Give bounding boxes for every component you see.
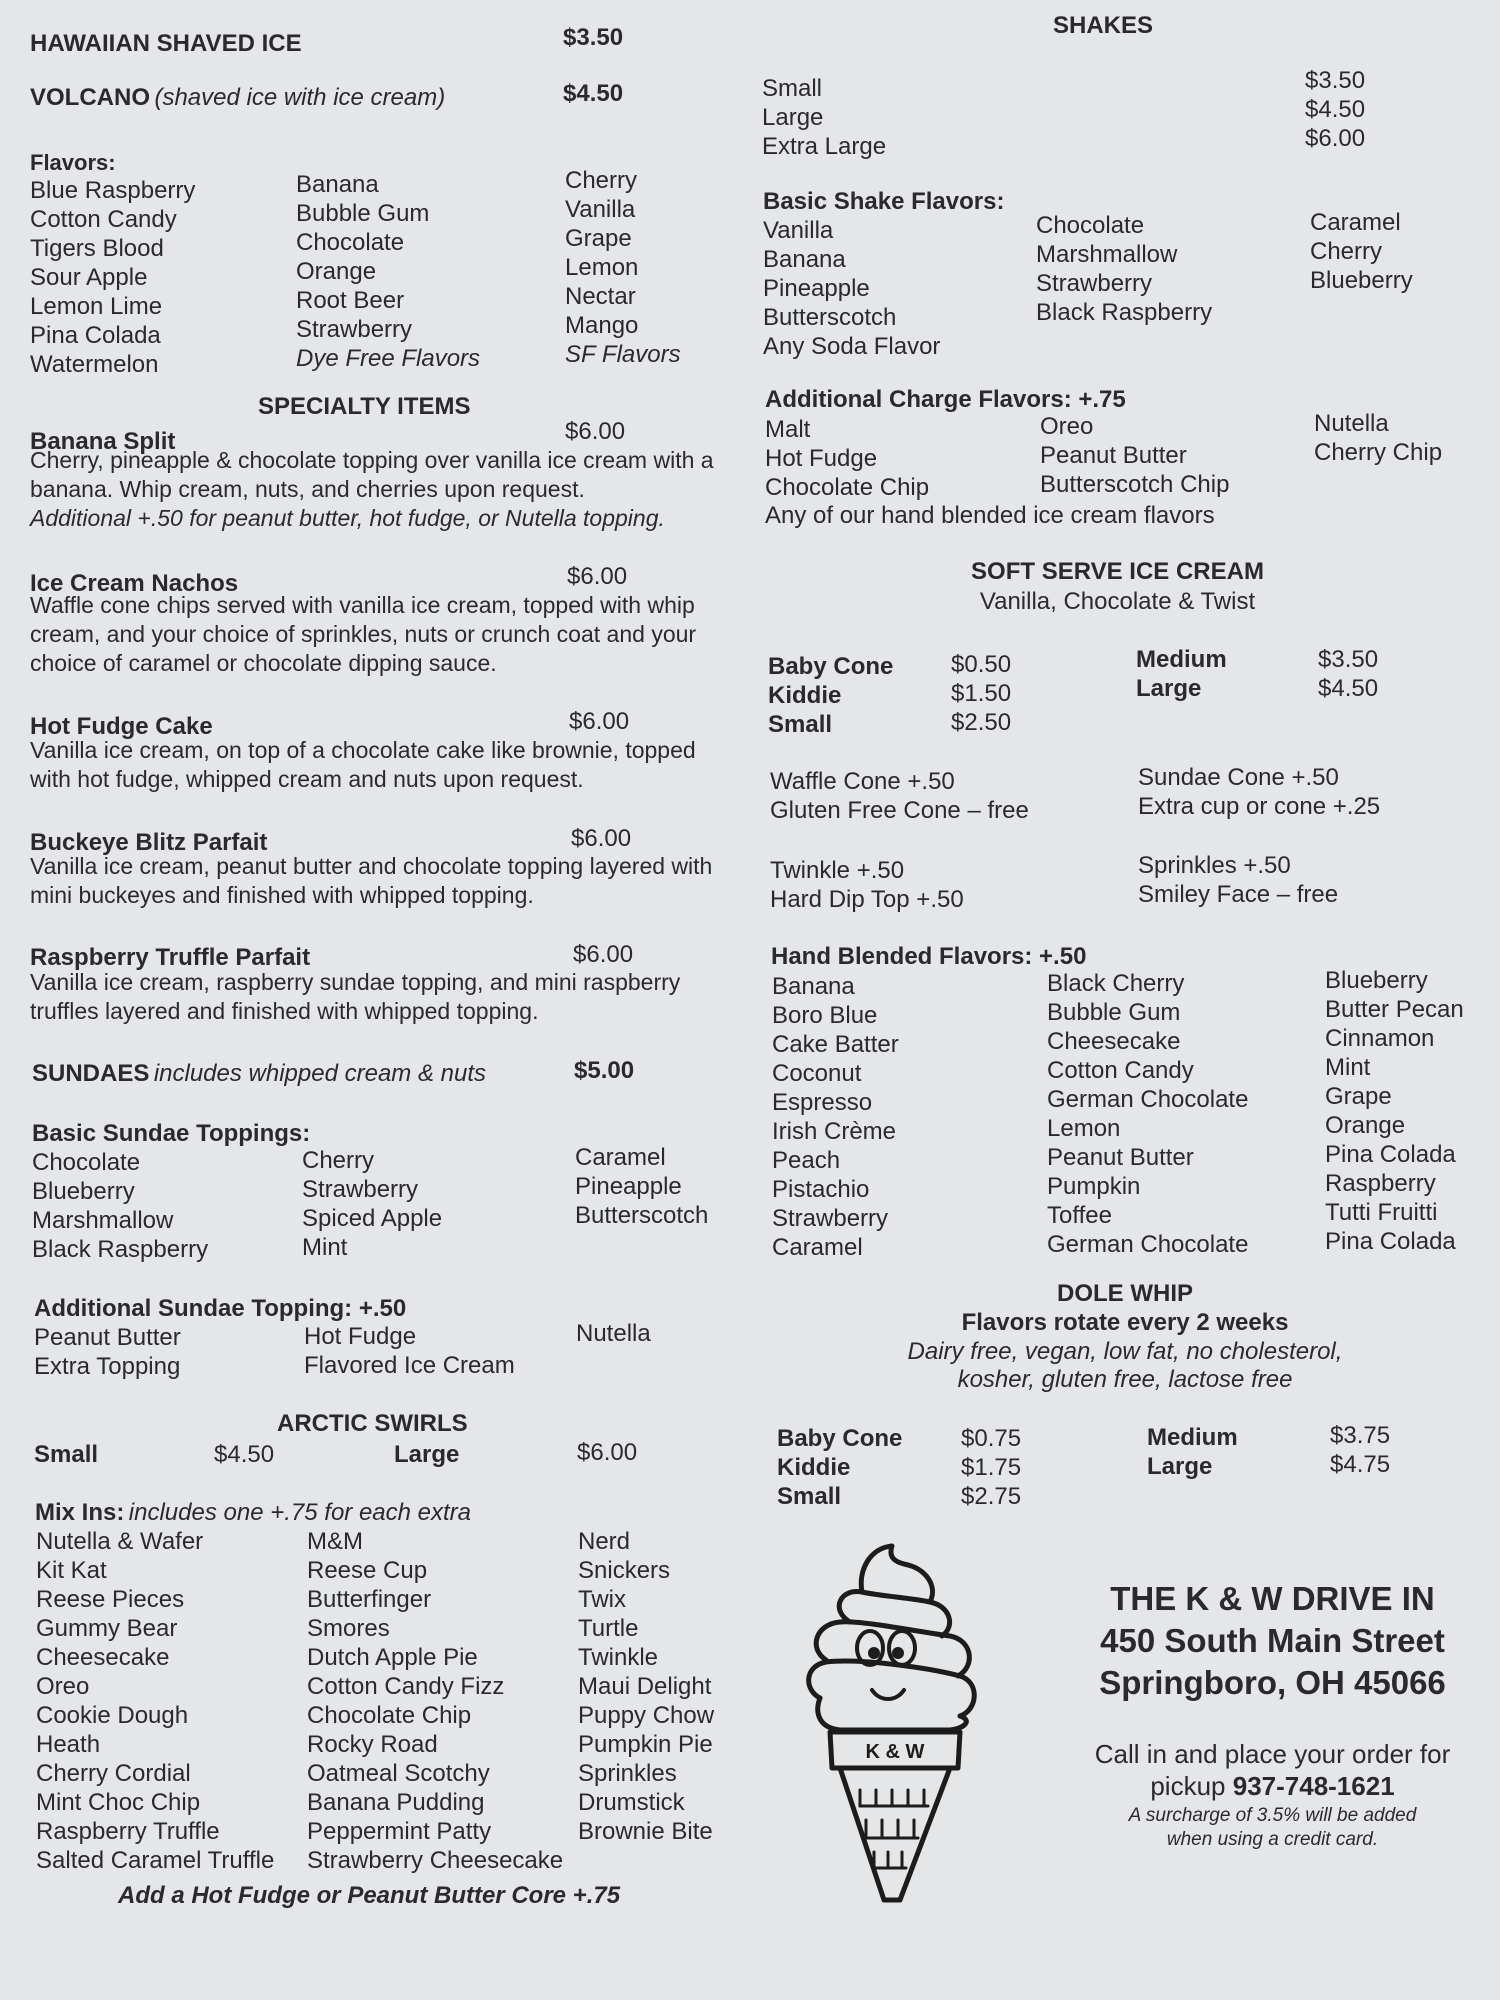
list-item: Hot Fudge [765,445,878,472]
list-item: Baby Cone [777,1425,903,1452]
sundaes-subtitle: includes whipped cream & nuts [153,1060,486,1087]
sundae-col2 [302,1146,442,1262]
list-item: Pumpkin Pie [578,1731,713,1758]
flavors-col2 [296,170,480,373]
buckeye-name: Buckeye Blitz Parfait [30,829,268,856]
list-item: Baby Cone [768,653,894,680]
list-item: Nutella & Wafer [36,1528,204,1555]
sundaes-line [32,1060,486,1088]
list-item: Sundae Cone +.50 [1138,764,1339,791]
dole-sizes-left [777,1424,902,1511]
volcano-title: VOLCANO [30,84,150,111]
list-item: Chocolate [32,1149,141,1176]
mix-ins-line [35,1499,471,1527]
list-item: Flavored Ice Cream [304,1352,515,1379]
dole-heading: DOLE WHIP [1057,1280,1193,1307]
add-shake-col2 [1040,412,1229,499]
basic-sundae-heading: Basic Sundae Toppings: [32,1120,311,1147]
business-block [1070,1578,1475,1704]
soft-extras-right-1 [1138,763,1380,821]
sundae-col1 [32,1148,208,1264]
mascot-drawing [800,1540,980,1910]
arctic-heading: ARCTIC SWIRLS [277,1410,468,1437]
list-item: Cherry [302,1147,375,1174]
list-item: $0.50 [951,651,1012,678]
business-name: THE K & W DRIVE IN [1110,1580,1435,1617]
list-item: Butter Pecan [1325,996,1464,1023]
dole-subheading: Flavors rotate every 2 weeks [961,1309,1289,1336]
dole-prices-right [1330,1421,1390,1479]
dye-free-note: Dye Free Flavors [296,345,481,372]
list-item: Blueberry [1325,967,1428,994]
list-item: Snickers [578,1557,671,1584]
list-item: Tutti Fruitti [1325,1199,1438,1226]
shake-col3 [1310,208,1413,295]
list-item: Large [762,104,824,131]
list-item: Banana [763,246,846,273]
list-item: Nutella [576,1320,651,1347]
list-item: Banana Pudding [307,1789,485,1816]
list-item: Small [777,1483,842,1510]
arctic-small-price: $4.50 [214,1441,275,1468]
raspberry-truffle-price: $6.00 [573,941,634,968]
nachos-name: Ice Cream Nachos [30,570,239,597]
dole-note2: kosher, gluten free, lactose free [957,1366,1293,1393]
hand-col2 [1047,969,1248,1259]
mix-col2 [307,1527,563,1875]
list-item: Marshmallow [1036,241,1178,268]
list-item: Strawberry [296,316,413,343]
list-item: Chocolate Chip [307,1702,472,1729]
volcano-price: $4.50 [563,80,624,107]
list-item: Cheesecake [1047,1028,1181,1055]
list-item: Pina Colada [30,322,161,349]
list-item: Salted Caramel Truffle [36,1847,275,1874]
list-item: Cake Batter [772,1031,899,1058]
list-item: Lemon [1047,1115,1121,1142]
list-item: Mango [565,312,639,339]
soft-extras-right-2 [1138,851,1338,909]
hand-blended-heading: Hand Blended Flavors: +.50 [771,943,1087,970]
add-shake-col1 [765,415,929,502]
list-item: Butterscotch [763,304,897,331]
list-item: Hard Dip Top +.50 [770,886,964,913]
list-item: Grape [1325,1083,1392,1110]
pickup-line [1070,1770,1475,1802]
list-item: Espresso [772,1089,873,1116]
list-item: Butterscotch [575,1202,709,1229]
buckeye-desc: Vanilla ice cream, peanut butter and chocolate topping layered with mini buckeyes and finished with whipped topping. [30,853,713,908]
list-item: Mint [302,1234,348,1261]
list-item: Heath [36,1731,101,1758]
list-item: Peach [772,1147,841,1174]
list-item: Medium [1136,646,1227,673]
list-item: Malt [765,416,811,443]
list-item: Small [768,711,833,738]
list-item: Lemon Lime [30,293,163,320]
list-item: Mint Choc Chip [36,1789,201,1816]
shakes-heading: SHAKES [1053,12,1154,39]
list-item: Watermelon [30,351,159,378]
list-item: Nerd [578,1528,631,1555]
list-item: Turtle [578,1615,639,1642]
arctic-large-label: Large [394,1441,460,1468]
mix-col1 [36,1527,274,1875]
list-item: Black Raspberry [1036,299,1213,326]
hawaiian-title: HAWAIIAN SHAVED ICE [30,30,302,57]
business-city: Springboro, OH 45066 [1099,1664,1446,1701]
list-item: Oreo [1040,413,1094,440]
sundae-col3 [575,1143,708,1230]
soft-serve-heading: SOFT SERVE ICE CREAM [971,558,1264,585]
list-item: Vanilla [565,196,636,223]
soft-serve-subheading: Vanilla, Chocolate & Twist [979,588,1256,615]
list-item: Coconut [772,1060,862,1087]
list-item: Chocolate [1036,212,1145,239]
list-item: $0.75 [961,1425,1022,1452]
soft-sizes-left [768,652,893,739]
list-item: Large [1147,1453,1213,1480]
list-item: Oatmeal Scotchy [307,1760,490,1787]
soft-prices-left [951,650,1011,737]
nachos-desc: Waffle cone chips served with vanilla ice cream, topped with whip cream, and your choice of sprinkles, nuts or crunch coat and your choice of caramel or chocolate dipping sauce. [30,592,697,676]
list-item: Cotton Candy Fizz [307,1673,505,1700]
list-item: Cherry [1310,238,1383,265]
list-item: Chocolate Chip [765,474,930,501]
list-item: $4.50 [1318,675,1379,702]
mix-col3 [578,1527,714,1846]
list-item: $3.75 [1330,1422,1391,1449]
banana-split-name: Banana Split [30,428,176,455]
dole-prices-left [961,1424,1021,1511]
list-item: Cotton Candy [1047,1057,1194,1084]
shake-sizes [762,74,886,161]
sf-note: SF Flavors [565,341,681,368]
list-item: $6.00 [1305,125,1366,152]
list-item: Tigers Blood [30,235,164,262]
soft-prices-right [1318,645,1378,703]
list-item: Any Soda Flavor [763,333,941,360]
list-item: Root Beer [296,287,405,314]
list-item: Gummy Bear [36,1615,178,1642]
list-item: Banana [772,973,855,1000]
list-item: Gluten Free Cone – free [770,797,1029,824]
raspberry-truffle-desc: Vanilla ice cream, raspberry sundae topping, and mini raspberry truffles layered and finished with whipped topping. [30,969,681,1024]
flavors-col3 [565,166,681,369]
list-item: Grape [565,225,632,252]
volcano-line [30,84,445,112]
list-item: Puppy Chow [578,1702,715,1729]
list-item: Butterscotch Chip [1040,471,1230,498]
list-item: Smiley Face – free [1138,881,1339,908]
hawaiian-price: $3.50 [563,24,624,51]
list-item: Dutch Apple Pie [307,1644,478,1671]
list-item: Caramel [575,1144,666,1171]
list-item: Pistachio [772,1176,870,1203]
list-item: Black Cherry [1047,970,1185,997]
soft-sizes-right [1136,645,1227,703]
list-item: Bubble Gum [296,200,430,227]
cone-text: K & W [865,1741,925,1763]
list-item: $3.50 [1305,67,1366,94]
hand-col3 [1325,966,1464,1256]
list-item: Strawberry Cheesecake [307,1847,564,1874]
list-item: Raspberry Truffle [36,1818,220,1845]
list-item: Caramel [772,1234,863,1261]
list-item: Cheesecake [36,1644,170,1671]
list-item: Mint [1325,1054,1371,1081]
flavors-heading: Flavors: [30,150,116,175]
list-item: Pumpkin [1047,1173,1141,1200]
banana-split-note: Additional +.50 for peanut butter, hot fudge, or Nutella topping. [30,505,665,531]
sundaes-price: $5.00 [574,1057,635,1084]
nachos-price: $6.00 [567,563,628,590]
list-item: Blueberry [32,1178,135,1205]
list-item: Drumstick [578,1789,685,1816]
add-shake-col3 [1314,409,1442,467]
list-item: $1.50 [951,680,1012,707]
surcharge-line1: A surcharge of 3.5% will be added [1128,1805,1417,1826]
list-item: Lemon [565,254,639,281]
list-item: Hot Fudge [304,1323,417,1350]
list-item: Reese Cup [307,1557,428,1584]
soft-extras-left-1 [770,767,1029,825]
add-sundae-col2 [304,1322,515,1380]
add-sundae-heading: Additional Sundae Topping: +.50 [34,1295,407,1322]
list-item: Peanut Butter [1047,1144,1194,1171]
list-item: Cotton Candy [30,206,177,233]
list-item: Cherry [565,167,638,194]
soft-extras-left-2 [770,856,964,914]
list-item: Strawberry [772,1205,889,1232]
list-item: Kiddie [777,1454,851,1481]
list-item: Toffee [1047,1202,1112,1229]
list-item: Peppermint Patty [307,1818,492,1845]
list-item: Caramel [1310,209,1401,236]
add-sundae-col1 [34,1323,181,1381]
list-item: Brownie Bite [578,1818,713,1845]
arctic-small-label: Small [34,1441,99,1468]
surcharge-line2: when using a credit card. [1166,1829,1379,1850]
list-item: Blueberry [1310,267,1413,294]
list-item: Pineapple [763,275,870,302]
buckeye-price: $6.00 [571,825,632,852]
shake-col2 [1036,211,1212,327]
list-item: Black Raspberry [32,1236,209,1263]
list-item: Irish Crème [772,1118,897,1145]
list-item: German Chocolate [1047,1231,1249,1258]
shake-prices [1305,66,1365,153]
list-item: Kit Kat [36,1557,107,1584]
list-item: Twinkle +.50 [770,857,905,884]
list-item: Small [762,75,823,102]
volcano-subtitle: (shaved ice with ice cream) [154,84,446,111]
list-item: Blue Raspberry [30,177,196,204]
hot-fudge-cake-price: $6.00 [569,708,630,735]
list-item: Waffle Cone +.50 [770,768,955,795]
list-item: Bubble Gum [1047,999,1181,1026]
list-item: Marshmallow [32,1207,174,1234]
hot-fudge-cake-name: Hot Fudge Cake [30,713,213,740]
list-item: $3.50 [1318,646,1379,673]
list-item: $4.75 [1330,1451,1391,1478]
list-item: Oreo [36,1673,90,1700]
surcharge-block [1070,1804,1475,1852]
list-item: Smores [307,1615,390,1642]
list-item: Banana [296,171,379,198]
add-shake-note: Any of our hand blended ice cream flavors [765,502,1215,529]
list-item: Strawberry [302,1176,419,1203]
list-item: Twinkle [578,1644,659,1671]
phone-number[interactable]: 937-748-1621 [1232,1771,1395,1801]
list-item: Cherry Cordial [36,1760,191,1787]
add-sundae-col3 [576,1319,651,1348]
list-item: M&M [307,1528,363,1555]
ice-cream-cone-mascot-icon [800,1540,980,1910]
list-item: Nectar [565,283,636,310]
hot-fudge-cake-desc: Vanilla ice cream, on top of a chocolate cake like brownie, topped with hot fudge, whipped cream and nuts upon request. [30,737,696,792]
list-item: Rocky Road [307,1731,438,1758]
list-item: Sprinkles +.50 [1138,852,1291,879]
flavors-col1 [30,176,195,379]
list-item: Nutella [1314,410,1389,437]
list-item: $2.75 [961,1483,1022,1510]
list-item: Medium [1147,1424,1238,1451]
list-item: Maui Delight [578,1673,712,1700]
specialty-heading: SPECIALTY ITEMS [258,393,471,420]
list-item: Cookie Dough [36,1702,189,1729]
core-note: Add a Hot Fudge or Peanut Butter Core +.75 [118,1882,621,1909]
dole-sizes-right [1147,1423,1238,1481]
list-item: $1.75 [961,1454,1022,1481]
item-desc: Cherry, pineapple & chocolate topping over vanilla ice cream with a banana. Whip cream, nuts, and cherries upon request. [30,447,714,502]
list-item: Orange [296,258,377,285]
list-item: $2.50 [951,709,1012,736]
list-item: Pina Colada [1325,1141,1456,1168]
list-item: Pineapple [575,1173,682,1200]
list-item: Large [1136,675,1202,702]
list-item: Orange [1325,1112,1406,1139]
order-block [1070,1738,1475,1802]
list-item: $4.50 [1305,96,1366,123]
list-item: Cinnamon [1325,1025,1435,1052]
list-item: Extra Large [762,133,887,160]
list-item: Sprinkles [578,1760,677,1787]
mix-ins-note: includes one +.75 for each extra [128,1499,472,1526]
list-item: Butterfinger [307,1586,432,1613]
list-item: German Chocolate [1047,1086,1249,1113]
list-item: Chocolate [296,229,405,256]
list-item: Spiced Apple [302,1205,443,1232]
list-item: Strawberry [1036,270,1153,297]
list-item: Cherry Chip [1314,439,1443,466]
shake-col1 [763,216,940,361]
list-item: Twix [578,1586,626,1613]
list-item: Peanut Butter [34,1324,181,1351]
raspberry-truffle-name: Raspberry Truffle Parfait [30,944,311,971]
list-item: Reese Pieces [36,1586,185,1613]
list-item: Kiddie [768,682,842,709]
list-item: Vanilla [763,217,834,244]
basic-shake-heading: Basic Shake Flavors: [763,188,1005,215]
mix-ins-label: Mix Ins: [35,1499,125,1526]
business-street: 450 South Main Street [1100,1622,1445,1659]
list-item: Sour Apple [30,264,148,291]
list-item: Peanut Butter [1040,442,1187,469]
banana-split-desc [30,446,720,533]
banana-split-price: $6.00 [565,418,626,445]
hand-col1 [772,972,899,1262]
list-item: Boro Blue [772,1002,878,1029]
add-shake-heading: Additional Charge Flavors: +.75 [765,386,1126,413]
sundaes-title: SUNDAES [32,1060,150,1087]
pickup-label: pickup [1150,1771,1226,1801]
list-item: Pina Colada [1325,1228,1456,1255]
list-item: Extra Topping [34,1353,181,1380]
list-item: Raspberry [1325,1170,1436,1197]
arctic-large-price: $6.00 [577,1439,638,1466]
dole-note1: Dairy free, vegan, low fat, no cholesterol, [907,1338,1343,1365]
list-item: Extra cup or cone +.25 [1138,793,1381,820]
call-text: Call in and place your order for [1094,1739,1451,1769]
